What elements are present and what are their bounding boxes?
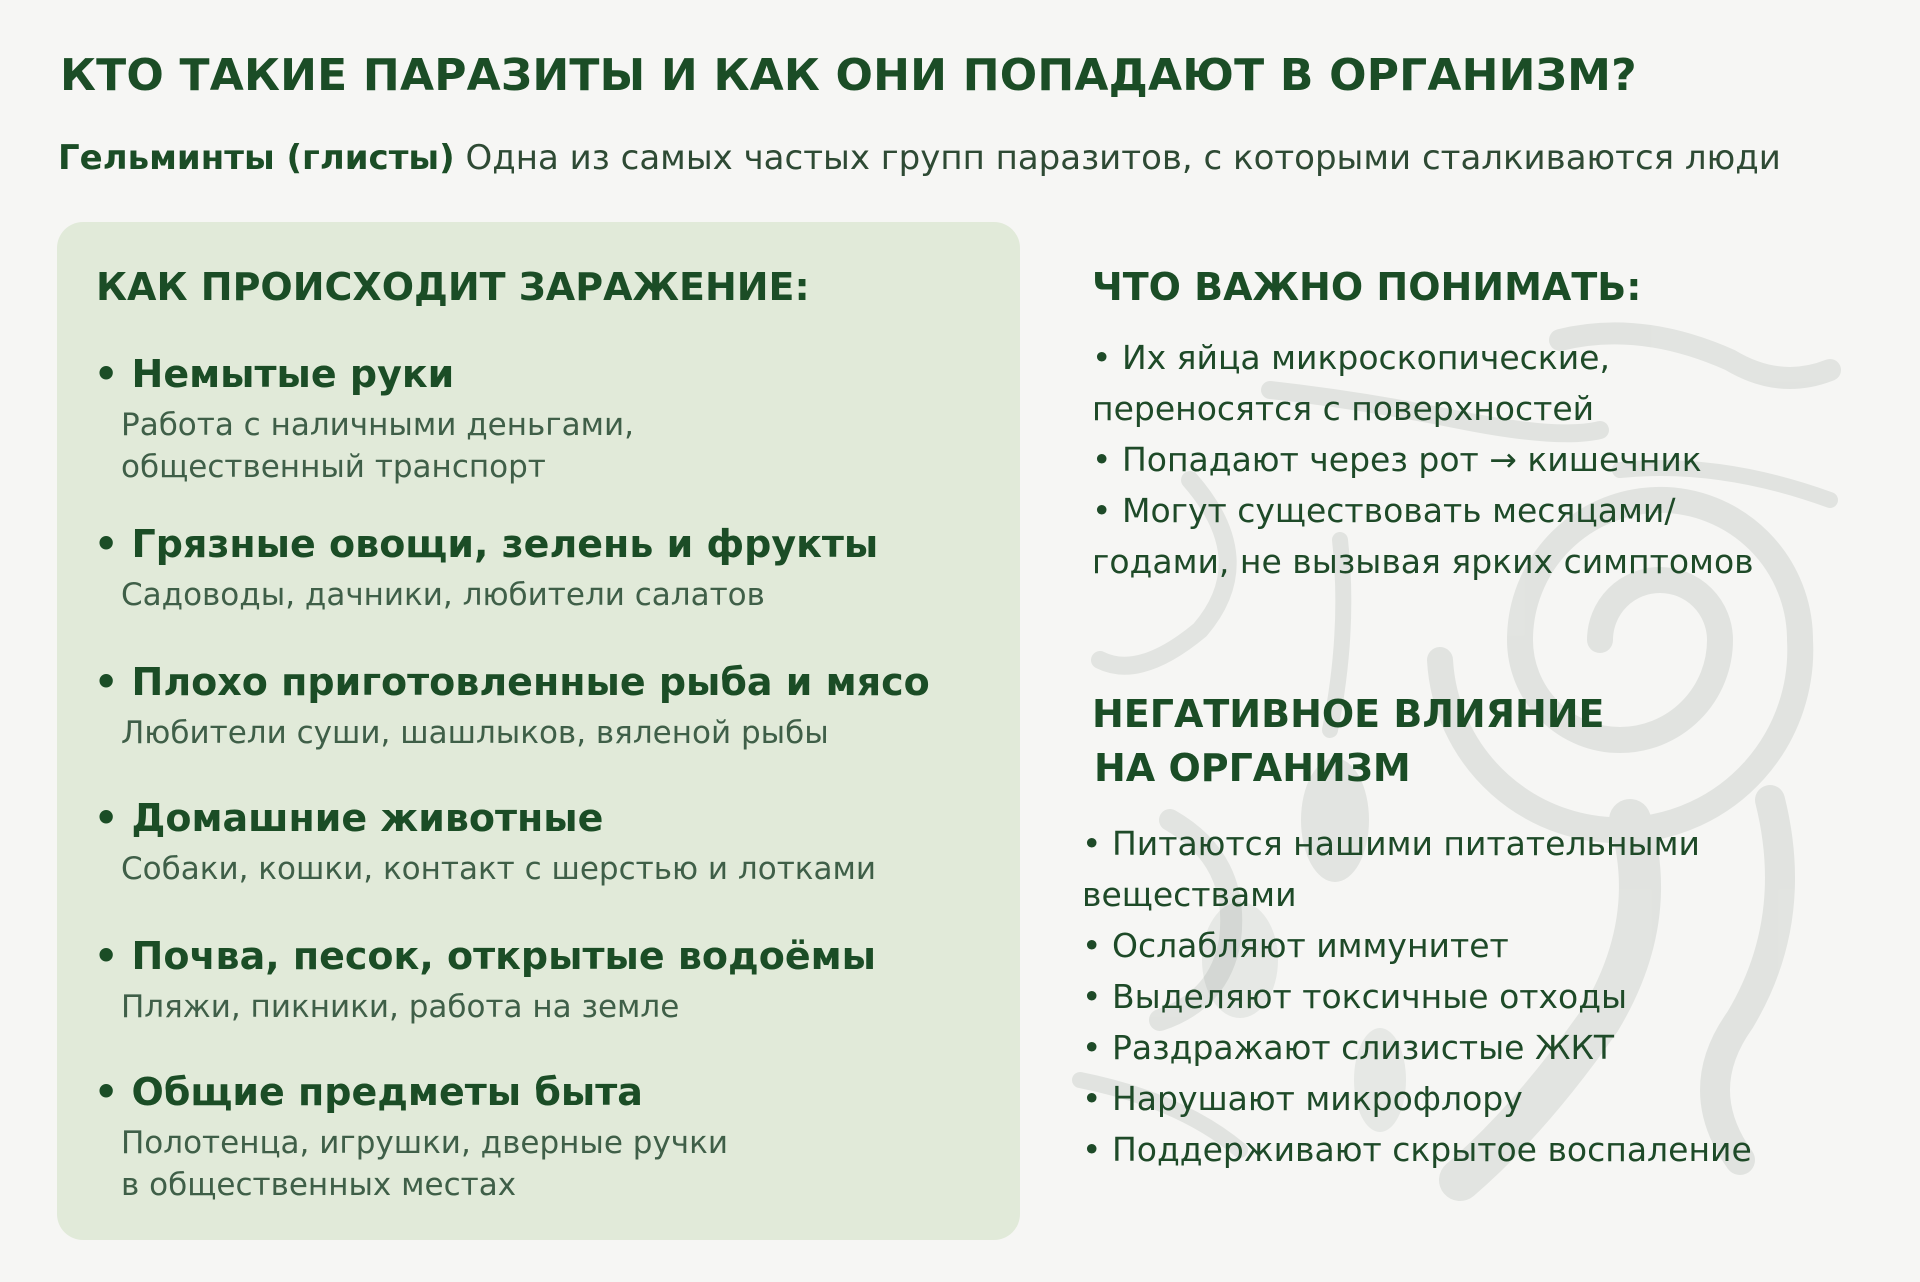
route-description (121, 1122, 728, 1206)
route-description-line: Полотенца, игрушки, дверные ручки (121, 1125, 728, 1161)
route-description-line: общественный транспорт (121, 449, 546, 485)
subtitle-text: Одна из самых частых групп паразитов, с которыми сталкиваются люди (454, 138, 1781, 178)
route-description-line: Пляжи, пикники, работа на земле (121, 989, 680, 1025)
subtitle-term: Гельминты (глисты) (58, 138, 455, 178)
important-list (1092, 332, 1792, 587)
route-title: • Плохо приготовленные рыба и мясо (94, 660, 930, 704)
negative-list-item: • Питаются нашими питательными веществами (1082, 818, 1802, 920)
route-description (121, 986, 876, 1028)
route-description (121, 848, 876, 890)
route-item-undercooked-fish-meat (94, 660, 930, 754)
page-title: КТО ТАКИЕ ПАРАЗИТЫ И КАК ОНИ ПОПАДАЮТ В ОРГАНИЗМ? (60, 50, 1637, 101)
important-list-item: • Попадают через рот → кишечник (1092, 434, 1792, 485)
route-title: • Грязные овощи, зелень и фрукты (94, 522, 878, 566)
negative-list (1082, 818, 1802, 1175)
route-item-household-items (94, 1070, 728, 1206)
route-item-soil-sand-water (94, 934, 876, 1028)
negative-heading (1092, 687, 1605, 795)
route-description-line: Любители суши, шашлыков, вяленой рыбы (121, 715, 829, 751)
important-heading: ЧТО ВАЖНО ПОНИМАТЬ: (1092, 265, 1642, 309)
important-list-item: • Их яйца микроскопические, переносятся с поверхностей (1092, 332, 1792, 434)
route-description-line: Работа с наличными деньгами, (121, 407, 634, 443)
route-item-unwashed-hands (94, 352, 634, 488)
negative-list-item: • Нарушают микрофлору (1082, 1073, 1802, 1124)
route-description-line: Садоводы, дачники, любители салатов (121, 577, 765, 613)
route-description-line: Собаки, кошки, контакт с шерстью и лотками (121, 851, 877, 887)
route-description-line: в общественных местах (121, 1167, 517, 1203)
route-description (121, 404, 634, 488)
page-subtitle (58, 138, 1781, 178)
route-title: • Общие предметы быта (94, 1070, 728, 1114)
negative-heading-line: НЕГАТИВНОЕ ВЛИЯНИЕ (1092, 692, 1605, 736)
negative-heading-line: НА ОРГАНИЗМ (1094, 746, 1411, 790)
route-description (121, 574, 878, 616)
route-title: • Немытые руки (94, 352, 634, 396)
route-description (121, 712, 930, 754)
route-item-pets (94, 796, 876, 890)
route-title: • Домашние животные (94, 796, 876, 840)
route-title: • Почва, песок, открытые водоёмы (94, 934, 876, 978)
negative-list-item: • Выделяют токсичные отходы (1082, 971, 1802, 1022)
negative-list-item: • Раздражают слизистые ЖКТ (1082, 1022, 1802, 1073)
negative-list-item: • Ослабляют иммунитет (1082, 920, 1802, 971)
negative-list-item: • Поддерживают скрытое воспаление (1082, 1124, 1802, 1175)
infection-heading: КАК ПРОИСХОДИТ ЗАРАЖЕНИЕ: (96, 265, 810, 309)
important-list-item: • Могут существовать месяцами/годами, не вызывая ярких симптомов (1092, 485, 1792, 587)
route-item-dirty-produce (94, 522, 878, 616)
